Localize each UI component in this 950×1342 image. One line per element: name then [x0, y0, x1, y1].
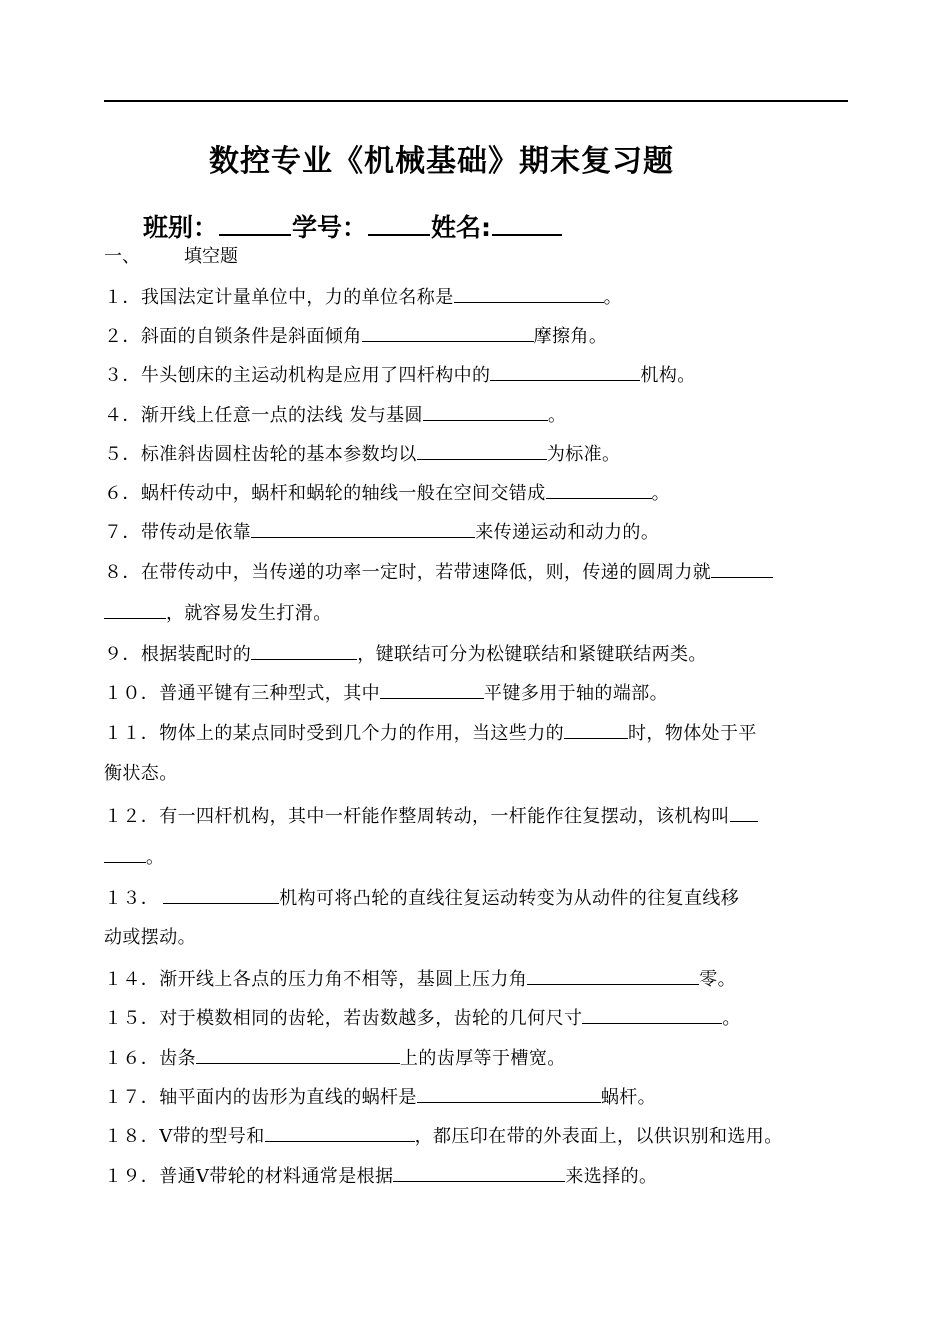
question-13 — [104, 883, 739, 913]
question-text-after: ，键联结可分为松键联结和紧键联结两类。 — [357, 644, 707, 665]
question-18 — [104, 1121, 783, 1151]
question-text: 渐开线上任意一点的法线 发与基圆 — [140, 405, 423, 426]
question-text-after: 时，物体处于平 — [628, 723, 757, 744]
question-number: ７． — [104, 522, 141, 543]
question-15 — [104, 1003, 741, 1033]
answer-blank[interactable] — [251, 517, 475, 538]
question-text-after: 来选择的。 — [565, 1166, 658, 1187]
answer-blank[interactable] — [582, 1003, 722, 1024]
question-4 — [104, 400, 566, 430]
question-12-continued — [104, 842, 164, 872]
header-rule — [104, 100, 848, 102]
question-number: ４． — [104, 405, 141, 426]
answer-blank-continued[interactable] — [104, 598, 166, 619]
question-text-after: 。 — [146, 847, 165, 868]
name-label: 姓名: — [431, 213, 492, 242]
question-number: ５． — [104, 444, 141, 465]
answer-blank[interactable] — [490, 360, 640, 381]
question-text-after: 。 — [651, 483, 671, 504]
question-6 — [104, 478, 670, 508]
question-10 — [104, 678, 668, 708]
question-text: 根据装配时的 — [140, 644, 252, 665]
answer-blank[interactable] — [380, 678, 484, 699]
question-text-after: 机构。 — [640, 365, 696, 386]
question-text: 对于模数相同的齿轮，若齿数越多，齿轮的几何尺寸 — [159, 1008, 583, 1029]
class-blank[interactable] — [219, 206, 291, 236]
student-id-label: 学号： — [292, 213, 368, 242]
question-7 — [104, 517, 659, 547]
question-19 — [104, 1161, 657, 1191]
section-heading — [104, 243, 238, 271]
question-3 — [104, 360, 696, 390]
question-text: 斜面的自锁条件是斜面倾角 — [140, 326, 362, 347]
question-number: １７． — [104, 1087, 160, 1108]
question-text-after: ，就容易发生打滑。 — [166, 603, 332, 624]
answer-blank[interactable] — [454, 282, 604, 303]
question-text: 渐开线上各点的压力角不相等，基圆上压力角 — [159, 969, 528, 990]
student-info-line — [143, 206, 563, 248]
question-number: １９． — [104, 1166, 160, 1187]
question-text: 物体上的某点同时受到几个力的作用，当这些力的 — [159, 723, 565, 744]
question-text-after: 零。 — [699, 969, 737, 990]
question-text: 动或摆动。 — [104, 927, 196, 948]
question-17 — [104, 1082, 656, 1112]
question-text-after: 来传递运动和动力的。 — [475, 522, 660, 543]
question-text: 普通V带轮的材料通常是根据 — [159, 1166, 394, 1187]
question-11 — [104, 718, 757, 748]
question-5 — [104, 439, 620, 469]
question-text-after: 。 — [547, 405, 567, 426]
question-number: １６． — [104, 1048, 160, 1069]
question-text: 带传动是依靠 — [140, 522, 252, 543]
question-13-continued — [104, 924, 196, 952]
answer-blank[interactable] — [265, 1121, 415, 1142]
question-1 — [104, 282, 622, 312]
question-number: ６． — [104, 483, 141, 504]
question-text: 轴平面内的齿形为直线的蜗杆是 — [159, 1087, 417, 1108]
answer-blank[interactable] — [393, 1161, 565, 1182]
section-number: 一、 — [104, 246, 140, 267]
question-9 — [104, 639, 707, 669]
question-text: 我国法定计量单位中，力的单位名称是 — [140, 287, 454, 308]
answer-blank[interactable] — [711, 557, 773, 578]
question-number: １８． — [104, 1126, 160, 1147]
answer-blank[interactable] — [417, 439, 547, 460]
question-8-continued — [104, 598, 332, 628]
answer-blank[interactable] — [362, 321, 534, 342]
question-11-continued — [104, 760, 178, 788]
question-number: ８． — [104, 562, 141, 583]
question-number: １３． — [104, 888, 160, 909]
question-text: 在带传动中，当传递的功率一定时，若带速降低，则，传递的圆周力就 — [140, 562, 712, 583]
question-number: ３． — [104, 365, 141, 386]
page-title: 数控专业《机械基础》期末复习题 — [209, 144, 674, 179]
question-text-after: 蜗杆。 — [600, 1087, 657, 1108]
answer-blank-continued[interactable] — [104, 842, 146, 863]
answer-blank[interactable] — [546, 478, 652, 499]
answer-blank[interactable] — [163, 883, 279, 904]
question-number: １０． — [104, 683, 160, 704]
section-label: 填空题 — [184, 246, 238, 267]
question-number: １． — [104, 287, 141, 308]
question-number: １５． — [104, 1008, 160, 1029]
question-number: １４． — [104, 969, 160, 990]
question-text: 牛头刨床的主运动机构是应用了四杆构中的 — [140, 365, 491, 386]
student-id-blank[interactable] — [368, 206, 430, 236]
question-8 — [104, 557, 773, 587]
question-text: 标准斜齿圆柱齿轮的基本参数均以 — [140, 444, 417, 465]
question-text: V带的型号和 — [159, 1126, 265, 1147]
question-2 — [104, 321, 607, 351]
question-text-after: 平键多用于轴的端部。 — [484, 683, 669, 704]
question-number: １２． — [104, 806, 160, 827]
answer-blank[interactable] — [423, 400, 548, 421]
answer-blank[interactable] — [196, 1043, 400, 1064]
answer-blank[interactable] — [251, 639, 357, 660]
question-text-after: 摩擦角。 — [533, 326, 608, 347]
question-number: ９． — [104, 644, 141, 665]
question-14 — [104, 964, 736, 994]
question-text: 齿条 — [159, 1048, 197, 1069]
answer-blank[interactable] — [417, 1082, 601, 1103]
question-text: 普通平键有三种型式，其中 — [159, 683, 381, 704]
question-text-after: ，都压印在带的外表面上，以供识别和选用。 — [414, 1126, 783, 1147]
answer-blank[interactable] — [527, 964, 699, 985]
question-text-after: 。 — [603, 287, 623, 308]
question-text: 有一四杆机构，其中一杆能作整周转动，一杆能作往复摆动，该机构叫 — [159, 806, 730, 827]
name-blank[interactable] — [492, 206, 562, 236]
question-text: 蜗杆传动中，蜗杆和蜗轮的轴线一般在空间交错成 — [140, 483, 546, 504]
question-text-after: 。 — [722, 1008, 741, 1029]
question-text: 衡状态。 — [104, 763, 178, 784]
question-text-after: 为标准。 — [546, 444, 621, 465]
question-12 — [104, 801, 758, 831]
class-label: 班别： — [143, 213, 219, 242]
question-text-after: 机构可将凸轮的直线往复运动转变为从动件的往复直线移 — [279, 888, 740, 909]
question-16 — [104, 1043, 566, 1073]
answer-blank[interactable] — [730, 801, 758, 822]
answer-blank[interactable] — [564, 718, 628, 739]
question-number: ２． — [104, 326, 141, 347]
question-text-after: 上的齿厚等于槽宽。 — [400, 1048, 566, 1069]
question-number: １１． — [104, 723, 160, 744]
